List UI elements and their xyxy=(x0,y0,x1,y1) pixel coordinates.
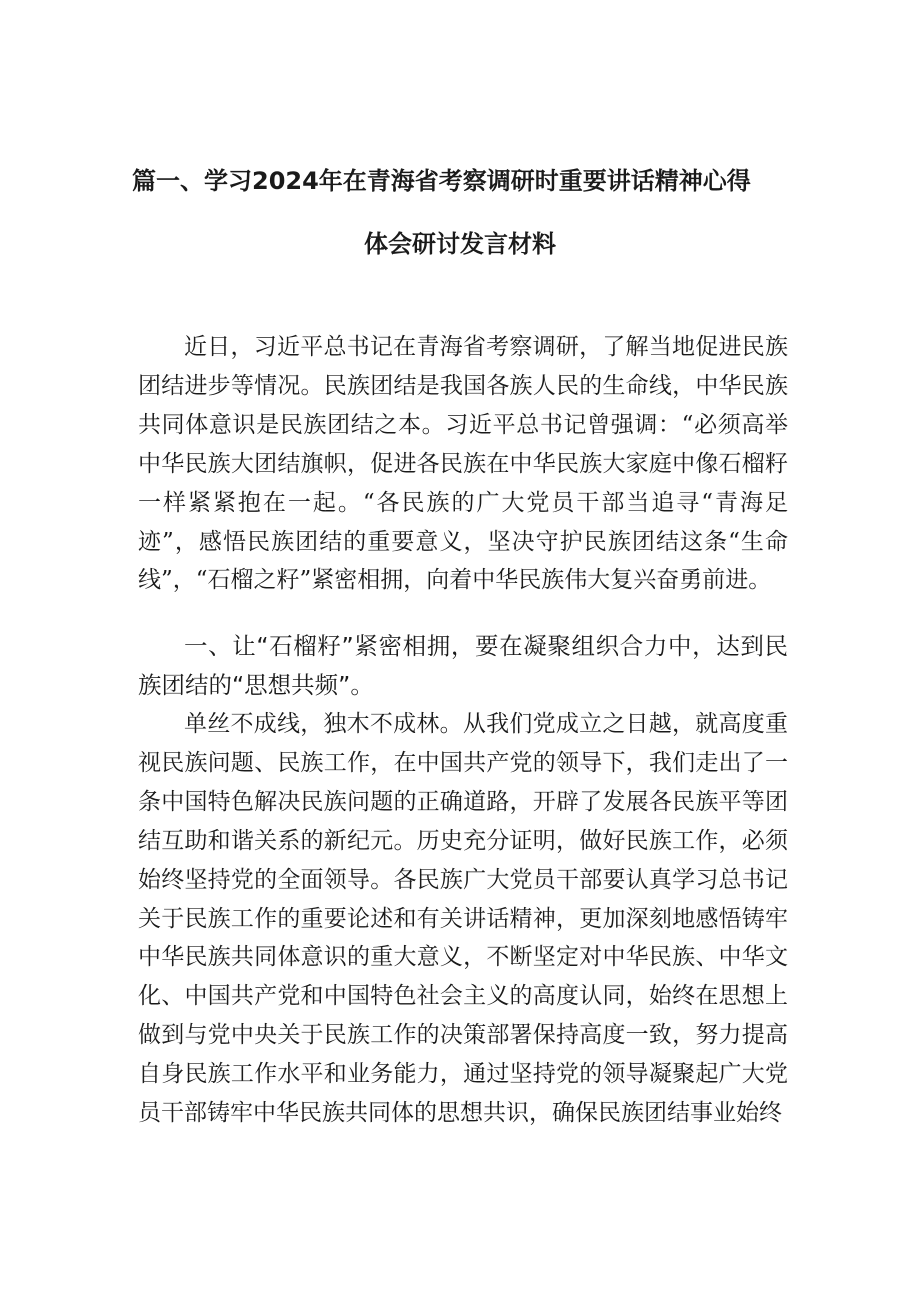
paragraph-intro: 近日，习近平总书记在青海省考察调研，了解当地促进民族团结进步等情况。民族团结是我国各族人民的生命线，中华民族共同体意识是民族团结之本。习近平总书记曾强调：“必须高举中华民族大团结旗帜，促进各民族在中华民族大家庭中像石榴籽一样紧紧抱在一起。“各民族的广大党员干部当追寻“青海足迹”，感悟民族团结的重要意义，坚决守护民族团结这条“生命线”，“石榴之籽”紧密相拥，向着中华民族伟大复兴奋勇前进。 xyxy=(138,334,788,594)
paragraph-section-1: 单丝不成线，独木不成林。从我们党成立之日越，就高度重视民族问题、民族工作，在中国共产党的领导下，我们走出了一条中国特色解决民族问题的正确道路，开辟了发展各民族平等团结互助和谐关系的新纪元。历史充分证明，做好民族工作，必须始终坚持党的全面领导。各民族广大党员干部要认真学习总书记关于民族工作的重要论述和有关讲话精神，更加深刻地感悟铸牢中华民族共同体意识的重大意义，不断坚定对中华民族、中华文化、中国共产党和中国特色社会主义的高度认同，始终在思想上做到与党中央关于民族工作的决策部署保持高度一致，努力提高自身民族工作水平和业务能力，通过坚持党的领导凝聚起广大党员干部铸牢中华民族共同体的思想共识，确保民族团结事业始终 xyxy=(138,711,788,1127)
document-title-line-1: 篇一、学习2024年在青海省考察调研时重要讲话精神心得 xyxy=(132,167,751,195)
section-heading-1: 一、让“石榴籽”紧密相拥，要在凝聚组织合力中，达到民族团结的“思想共频”。 xyxy=(138,632,788,699)
document-title-line-2: 体会研讨发言材料 xyxy=(364,230,556,258)
